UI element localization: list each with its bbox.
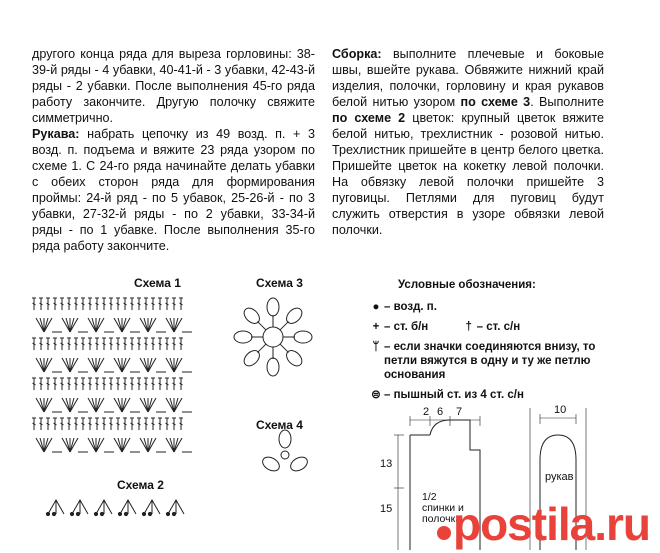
scheme-4-diagram — [255, 430, 315, 480]
assembly-bold-2: по схеме 2 — [332, 111, 406, 125]
watermark — [435, 497, 650, 551]
assembly-bold-1: по схеме 3 — [460, 95, 531, 109]
sleeves-paragraph — [32, 126, 315, 254]
assembly-text-3: цветок: крупный цветок вяжите белой нитью, трехлистник - розовой нитью. Трехлистник пришейте в центр белого цветка. Пришейте цветок на кокетку левой полочки. На обвязку левой полочки пришейте 3 пуговицы. Петлями для пуговиц будут служить отверстия в узоре обвязки левой полочки. — [332, 111, 604, 237]
watermark-text: postila.ru — [452, 498, 650, 550]
legend-title: Условные обозначения: — [398, 279, 536, 291]
legend-sc-dc — [368, 320, 618, 334]
dim-10: 10 — [554, 404, 567, 416]
legend-join — [368, 340, 618, 382]
legend-chain-text: – возд. п. — [384, 301, 437, 313]
dim-6: 6 — [437, 406, 444, 418]
legend-dc-text: – ст. с/н — [476, 321, 521, 333]
legend-puff-text: – пышный ст. из 4 ст. с/н — [384, 389, 524, 401]
legend-join-text: – если значки соединяются внизу, то петли вяжутся в одну и ту же петлю основания — [384, 341, 596, 381]
right-text-column — [332, 46, 604, 238]
assembly-text-2: . Выполните — [530, 95, 604, 109]
puff-stitch-icon: ⊜ — [371, 389, 381, 401]
legend — [368, 278, 618, 408]
legend-sc-text: – ст. б/н — [384, 321, 429, 333]
back-front-label: 1/2 спинки и полочка — [422, 491, 464, 525]
scheme-3-title: Схема 3 — [256, 276, 303, 290]
left-text-column — [32, 46, 315, 254]
double-crochet-icon: † — [465, 321, 472, 333]
scheme-1-title: Схема 1 — [134, 276, 181, 290]
scheme-1-diagram — [30, 292, 190, 462]
dim-15: 15 — [380, 503, 393, 515]
dim-7: 7 — [456, 406, 463, 418]
assembly-label: Сборка: — [332, 47, 382, 61]
sleeves-label: Рукава: — [32, 127, 80, 141]
scheme-3-diagram — [228, 292, 318, 382]
sleeve-label: рукав — [545, 471, 574, 483]
legend-chain — [368, 300, 618, 314]
scheme-2-title: Схема 2 — [117, 478, 164, 492]
scheme-4-title: Схема 4 — [256, 418, 303, 432]
single-crochet-icon: + — [372, 321, 380, 333]
chain-stitch-icon: ● — [372, 301, 380, 313]
dim-13: 13 — [380, 458, 393, 470]
assembly-text-1: выполните плечевые и боковые швы, вшейте рукава. Обвяжите нижний край изделия, полочки, горловину и края рукавов белой нитью узором — [332, 47, 604, 109]
watermark-dot-icon — [437, 526, 451, 540]
sleeves-text: набрать цепочку из 49 возд. п. + 3 возд. п. подъема и вяжите 23 ряда узором по схеме 1. С 24-го ряда начинайте делать убавки с обеих сторон ряда для формирования проймы: 24-й ряд - по 5 убавок, 25-26-й - по 3 убавки, 27-32-й ряды - по 2 убавки, 33-34-й ряды - по 1 убавке. После выполнения 35-го ряда работу закончите. — [32, 127, 315, 253]
scheme-2-diagram — [40, 494, 190, 520]
left-paragraph-1: другого конца ряда для выреза горловины: 38-39-й ряды - 4 убавки, 40-41-й - 3 убавки, 42-43-й ряды - 2 убавки. После выполнения 45-го ряда работу закончите. Другую полочку свяжите симметрично. — [32, 47, 315, 125]
dim-2: 2 — [423, 406, 430, 418]
joined-stitches-icon: ᛘ — [372, 341, 380, 353]
assembly-paragraph — [332, 46, 604, 238]
